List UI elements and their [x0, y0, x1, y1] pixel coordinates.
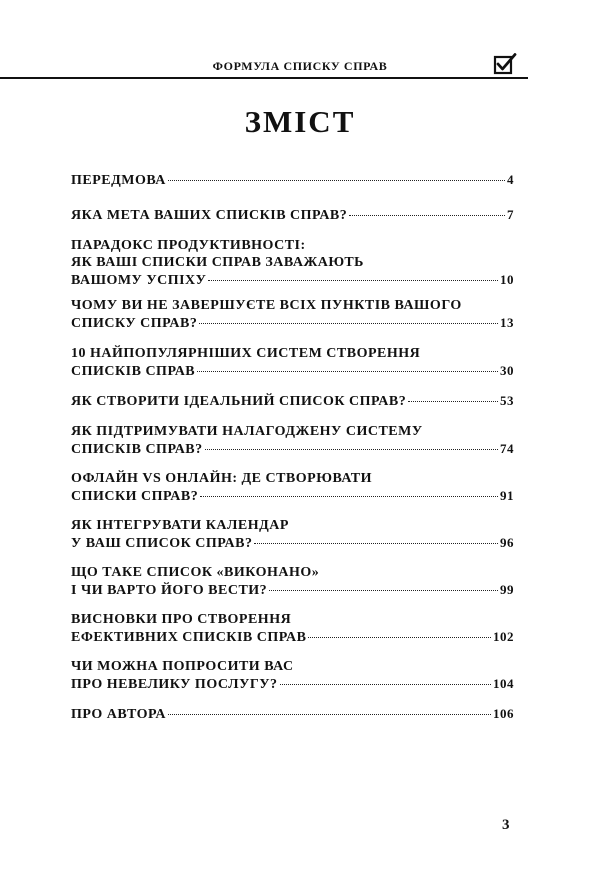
- toc-entry-text: СПИСКІВ СПРАВ: [71, 364, 196, 379]
- toc-entry-last-line: [71, 675, 514, 693]
- dot-leader: [254, 543, 498, 544]
- toc-entry-page: 91: [500, 488, 514, 503]
- toc-entry-last-line: [71, 581, 514, 599]
- toc-entry-text: ЯК ПІДТРИМУВАТИ НАЛАГОДЖЕНУ СИСТЕМУ: [71, 424, 423, 439]
- dot-leader: [200, 496, 498, 497]
- toc-entry: [71, 470, 514, 505]
- toc-entry-last-line: [71, 705, 514, 723]
- toc-entry-page: 96: [500, 535, 514, 550]
- toc-entry-text: ПАРАДОКС ПРОДУКТИВНОСТІ:: [71, 238, 306, 253]
- toc-entry-text: І ЧИ ВАРТО ЙОГО ВЕСТИ?: [71, 583, 268, 598]
- toc-entry: [71, 517, 514, 552]
- toc-entry-page: 13: [500, 315, 514, 330]
- toc-entry-last-line: [71, 487, 514, 505]
- toc-entry: [71, 611, 514, 646]
- toc-entry-last-line: [71, 271, 514, 289]
- toc-entry: [71, 392, 514, 410]
- dot-leader: [199, 323, 498, 324]
- toc-entry-text: 10 НАЙПОПУЛЯРНІШИХ СИСТЕМ СТВОРЕННЯ: [71, 346, 421, 361]
- toc-entry-page: 74: [500, 441, 514, 456]
- dot-leader: [197, 371, 498, 372]
- dot-leader: [208, 280, 498, 281]
- toc-entry-text: СПИСКУ СПРАВ?: [71, 316, 198, 331]
- dot-leader: [408, 401, 498, 402]
- dot-leader: [280, 684, 491, 685]
- header-rule: [0, 77, 528, 79]
- toc-entry-text: ЩО ТАКЕ СПИСОК «ВИКОНАНО»: [71, 565, 320, 580]
- toc-entry-text: ПРО АВТОРА: [71, 707, 166, 722]
- toc-entry-text: ЕФЕКТИВНИХ СПИСКІВ СПРАВ: [71, 630, 307, 645]
- toc-entry-text: ОФЛАЙН VS ОНЛАЙН: ДЕ СТВОРЮВАТИ: [71, 471, 373, 486]
- toc-entry-page: 10: [500, 272, 514, 287]
- toc-entry-last-line: [71, 440, 514, 458]
- toc-entry-last-line: [71, 171, 514, 189]
- running-head: [0, 53, 600, 77]
- toc-entry-last-line: [71, 362, 514, 380]
- toc-entry-page: 4: [507, 172, 514, 187]
- dot-leader: [308, 637, 491, 638]
- toc-entry-last-line: [71, 534, 514, 552]
- toc-entry-last-line: [71, 206, 514, 224]
- toc-title: ЗМІСТ: [244, 104, 356, 139]
- toc-entry: [71, 237, 514, 289]
- toc-entry-last-line: [71, 628, 514, 646]
- running-head-title: ФОРМУЛА СПИСКУ СПРАВ: [212, 59, 388, 73]
- toc-entry: [71, 705, 514, 723]
- dot-leader: [269, 590, 498, 591]
- toc-entry-last-line: [71, 392, 514, 410]
- toc-entry: [71, 171, 514, 189]
- dot-leader: [349, 215, 505, 216]
- toc-entry-page: 104: [493, 676, 514, 691]
- toc-entry-page: 99: [500, 582, 514, 597]
- toc-entry-text: У ВАШ СПИСОК СПРАВ?: [71, 536, 253, 551]
- toc-entry-page: 102: [493, 629, 514, 644]
- toc-entry-page: 106: [493, 706, 514, 721]
- toc-entry: [71, 206, 514, 224]
- toc-entry-text: ПЕРЕДМОВА: [71, 173, 166, 188]
- toc-entry-text: ПРО НЕВЕЛИКУ ПОСЛУГУ?: [71, 677, 278, 692]
- toc-entry-text: СПИСКИ СПРАВ?: [71, 489, 199, 504]
- toc-entry-text: ЯКА МЕТА ВАШИХ СПИСКІВ СПРАВ?: [71, 208, 348, 223]
- toc-entry: [71, 658, 514, 693]
- toc-entry-text: ЯК ВАШІ СПИСКИ СПРАВ ЗАВАЖАЮТЬ: [71, 255, 364, 270]
- toc-entry: [71, 564, 514, 599]
- toc-entry: [71, 423, 514, 458]
- toc-entry-text: ЯК СТВОРИТИ ІДЕАЛЬНИЙ СПИСОК СПРАВ?: [71, 394, 407, 409]
- toc-entry-text: СПИСКІВ СПРАВ?: [71, 442, 203, 457]
- toc-entry-page: 30: [500, 363, 514, 378]
- toc-entry-page: 53: [500, 393, 514, 408]
- checkbox-check-icon: [493, 53, 517, 75]
- toc-entry-last-line: [71, 314, 514, 332]
- toc-entry-text: ЧОМУ ВИ НЕ ЗАВЕРШУЄТЕ ВСІХ ПУНКТІВ ВАШОГО: [71, 298, 462, 313]
- toc-entry-text: ВАШОМУ УСПІХУ: [71, 273, 207, 288]
- dot-leader: [168, 714, 491, 715]
- toc-entry-text: ВИСНОВКИ ПРО СТВОРЕННЯ: [71, 612, 292, 627]
- dot-leader: [205, 449, 498, 450]
- toc-entry-page: 7: [507, 207, 514, 222]
- toc-entry: [71, 297, 514, 332]
- toc-entry-text: ЧИ МОЖНА ПОПРОСИТИ ВАС: [71, 659, 294, 674]
- page-number: 3: [502, 817, 510, 833]
- toc-entry: [71, 345, 514, 380]
- dot-leader: [168, 180, 505, 181]
- toc-entry-text: ЯК ІНТЕГРУВАТИ КАЛЕНДАР: [71, 518, 289, 533]
